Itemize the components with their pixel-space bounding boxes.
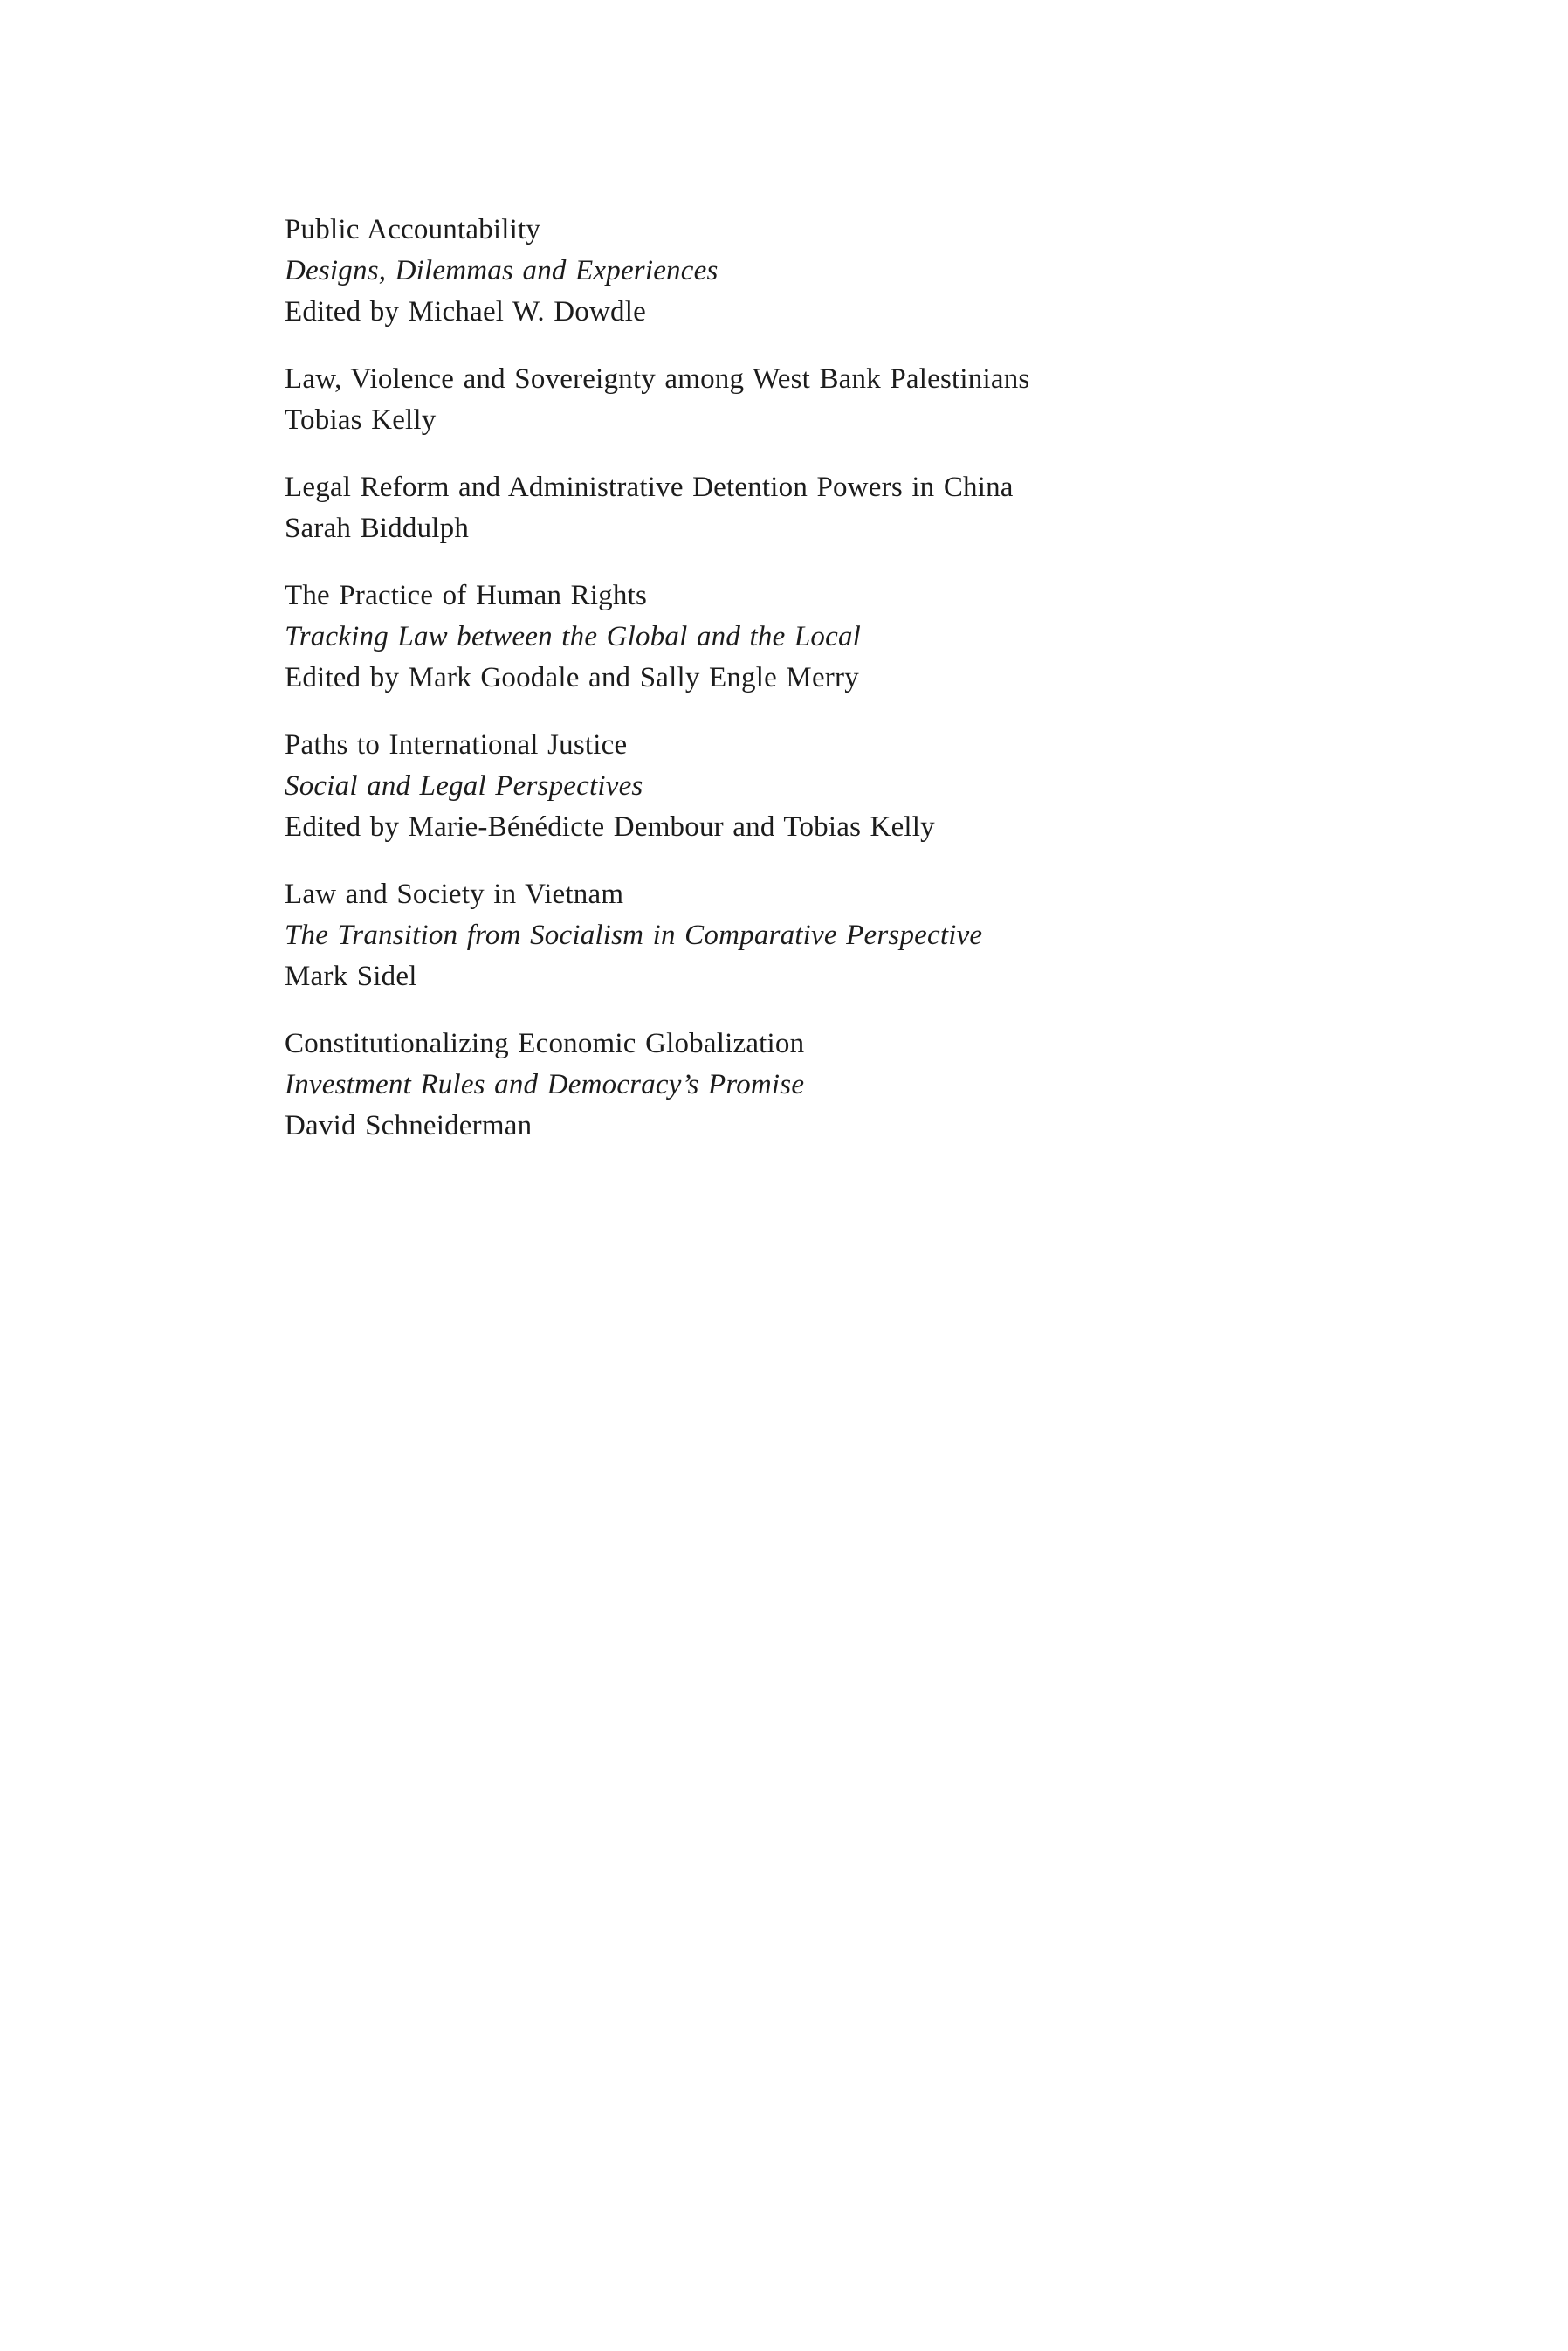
book-title: Law and Society in Vietnam xyxy=(285,879,624,910)
book-title: Constitutionalizing Economic Globalization xyxy=(285,1028,805,1059)
book-entry xyxy=(285,359,1376,441)
series-book-list xyxy=(285,210,1376,1173)
book-byline: Mark Sidel xyxy=(285,961,417,992)
book-byline: Sarah Biddulph xyxy=(285,513,470,544)
book-byline: Edited by Michael W. Dowdle xyxy=(285,296,646,327)
book-title: The Practice of Human Rights xyxy=(285,580,647,611)
book-byline: Tobias Kelly xyxy=(285,404,437,436)
book-subtitle: Designs, Dilemmas and Experiences xyxy=(285,255,719,286)
book-entry xyxy=(285,576,1376,699)
book-byline: David Schneiderman xyxy=(285,1110,533,1141)
book-byline: Edited by Marie-Bénédicte Dembour and Tobias Kelly xyxy=(285,811,935,843)
book-subtitle: Investment Rules and Democracy’s Promise xyxy=(285,1069,805,1100)
book-entry xyxy=(285,874,1376,997)
book-entry xyxy=(285,467,1376,549)
book-byline: Edited by Mark Goodale and Sally Engle Merry xyxy=(285,662,859,693)
book-entry xyxy=(285,1024,1376,1147)
book-subtitle: Tracking Law between the Global and the Local xyxy=(285,621,862,652)
book-title: Legal Reform and Administrative Detention Powers in China xyxy=(285,472,1014,503)
book-title: Public Accountability xyxy=(285,214,541,245)
book-title: Law, Violence and Sovereignty among West Bank Palestinians xyxy=(285,363,1030,395)
book-entry xyxy=(285,210,1376,333)
book-entry xyxy=(285,725,1376,848)
book-title: Paths to International Justice xyxy=(285,729,628,761)
book-subtitle: Social and Legal Perspectives xyxy=(285,770,643,802)
book-subtitle: The Transition from Socialism in Comparative Perspective xyxy=(285,920,983,951)
